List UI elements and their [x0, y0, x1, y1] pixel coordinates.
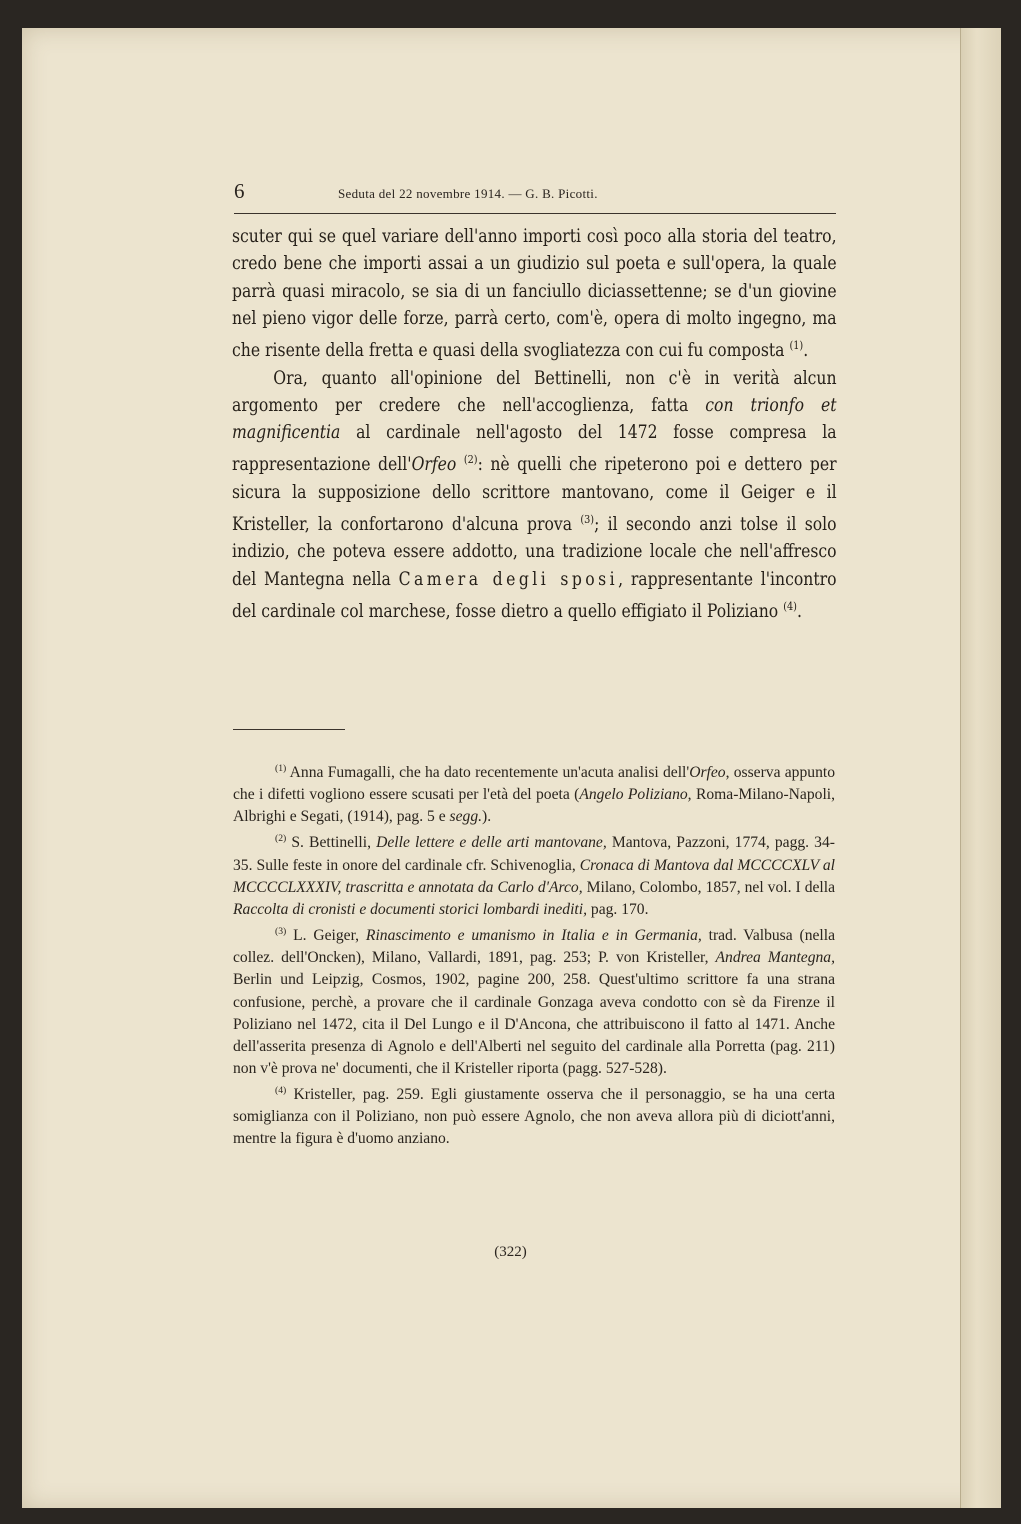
note-ref-2: (2) — [463, 453, 478, 467]
footnotes — [233, 758, 835, 1150]
footnote-4: $^{(4)}$ Kristeller, pag. 259. Egli giustamente osserva che il personaggio, se ha una certa somiglianza con il Poliziano, non può essere Agnolo, che non aveva allora più di diciott'anni, mentre la figura è d'uomo anziano. — [233, 1084, 835, 1148]
footnote-3: $^{(3)}$ L. Geiger, Rinascimento e umanismo in Italia e in Germania, trad. Valbusa (nella collez. dell'Oncken), Milano, Vallardi, 1891, pag. 253; P. von Kristeller, Andrea Mantegna, Berlin und Leipzig, Cosmos, 1902, pagine 200, 258. Quest'ultimo scrittore fa una strana confusione, perchè, a provare che il cardinale Gonzaga aveva condotto con sè da Firenze il Poliziano nel 1472, cita il Del Lungo e il D'Ancona, che attribuiscono il fatto al 1471. Anche dell'asserita presenza di Agnolo e dell'Alberti nel seguito del cardinale alla Porretta (pag. 211) non v'è prova ne' documenti, che il Kristeller riporta (pagg. 527-528). — [233, 926, 836, 1077]
main-text — [232, 223, 837, 625]
page-number: 6 — [234, 179, 245, 203]
note-ref-4: (4) — [783, 600, 797, 614]
footnote-2: $^{(2)}$ S. Bettinelli, Delle lettere e delle arti mantovane, Mantova, Pazzoni, 1774, pagg. 34-35. Sulle feste in onore del cardinale cfr. Schivenoglia, Cronaca di Mantova dal MCCCCXLV al MCCCCLXXXIV, trascritta e annotata da Carlo d'Arco, Milano, Colombo, 1857, nel vol. I della Raccolta di cronisti e documenti storici lombardi inediti, pag. 170. — [233, 833, 835, 918]
page-edge — [960, 28, 1001, 1508]
note-ref-3: (3) — [580, 513, 595, 527]
header-rule — [234, 213, 836, 214]
running-head: Seduta del 22 novembre 1914. — G. B. Picotti. — [338, 186, 598, 201]
page-header — [234, 179, 836, 209]
footnote-1: $^{(1)}$ Anna Fumagalli, che ha dato recentemente un'acuta analisi dell'Orfeo, osserva appunto che i difetti vogliono essere scusati per l'età del poeta (Angelo Poliziano, Roma-Milano-Napoli, Albrighi e Segati, (1914), pag. 5 e segg.). — [233, 763, 836, 826]
folio-number: (322) — [494, 1244, 527, 1260]
footnote-rule — [233, 729, 345, 730]
paragraph-1: scuter qui se quel variare dell'anno importi così poco alla storia del teatro, credo bene che importi assai a un giudizio sul poeta e sull'opera, la quale parrà quasi miracolo, se sia di un fanciullo diciassettenne; se d'un giovine nel pieno vigor delle forze, parrà certo, com'è, opera di molto ingegno, ma che risente della fretta e quasi della svogliatezza con cui fu composta $^{(1)}$. — [232, 226, 837, 362]
paragraph-2: Ora, quanto all'opinione del Bettinelli, non c'è in verità alcun argomento per credere che nell'accoglienza, fatta con trionfo et magnificentia al cardinale nell'agosto del 1472 fosse compresa la rappresentazione dell'Orfeo $^{(2)}$: nè quelli che ripeterono poi e dettero per sicura la supposizione dello scrittore mantovano, come il Geiger e il Kristeller, la confortarono d'alcuna prova $^{(3)}$; il secondo anzi tolse il solo indizio, che poteva essere addotto, una tradizione locale che nell'affresco del Mantegna nella Camera degli sposi, rappresentante l'incontro del cardinale col marchese, fosse dietro a quello effigiato il Poliziano $^{(4)}$. — [232, 367, 837, 623]
note-ref-1: (1) — [789, 339, 804, 353]
